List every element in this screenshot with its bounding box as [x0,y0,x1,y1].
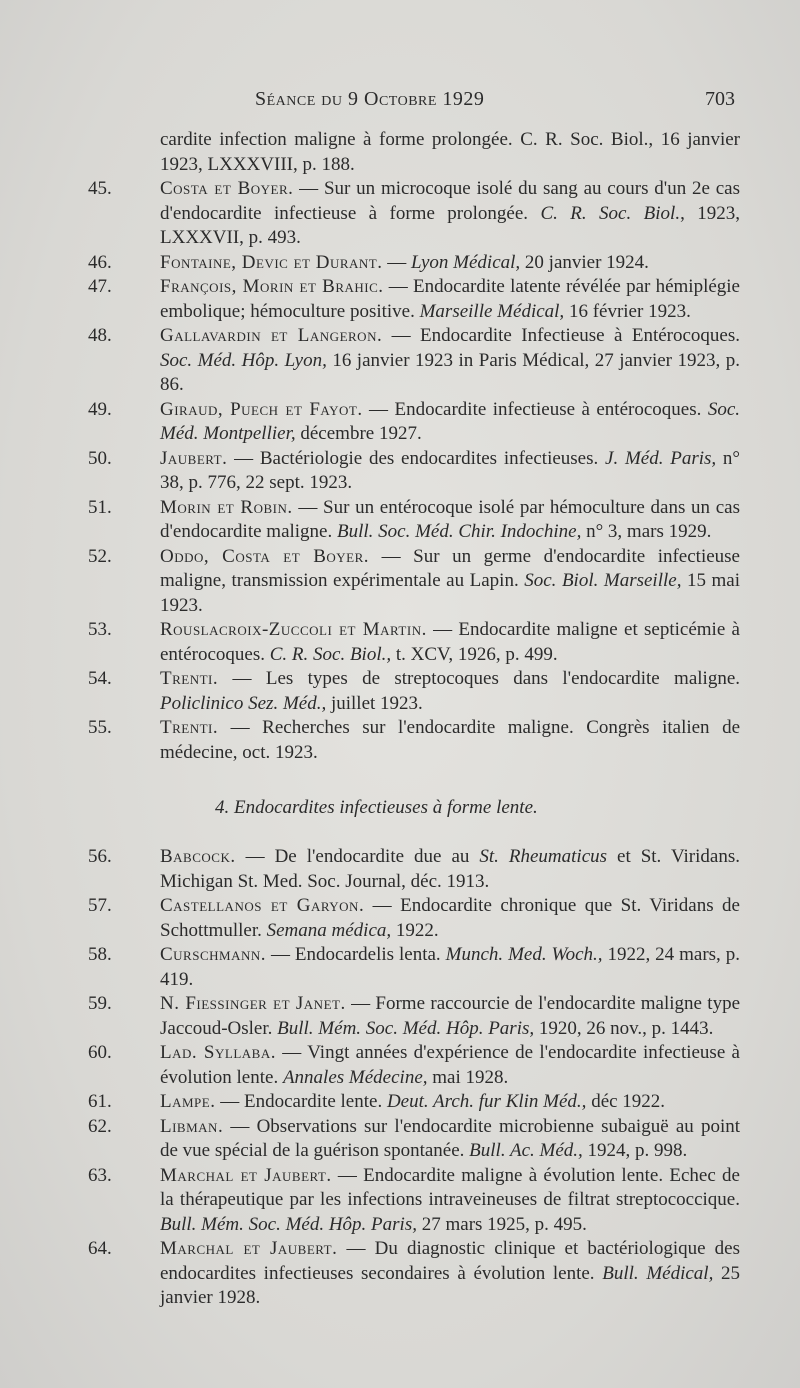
entry-authors: François, Morin et Brahic. [160,276,384,297]
entry-details: t. XCV, 1926, p. 499. [391,643,558,665]
continued-entry-text: cardite infection maligne à forme prolongée. C. R. Soc. Biol., 16 janvier 1923, LXXXVIII, p. 188. [160,129,740,175]
reference-entry [88,1090,740,1115]
entry-authors: Marchal et Jaubert. [160,1238,338,1259]
entry-authors: Jaubert. [160,447,228,469]
entry-number: 58. [88,944,112,965]
entry-title: — Endocardite latente révélée par hémiplégie embolique; hémoculture positive. [160,276,740,322]
entry-authors: Costa et Boyer. [160,178,294,199]
entry-authors: Curschmann. [160,944,266,965]
entry-details: n° 38, p. 776, 22 sept. 1923. [160,447,740,493]
entry-details: 1922, 24 mars, p. 419. [160,944,740,990]
entry-number: 45. [88,178,112,199]
entry-number: 48. [88,325,112,346]
entry-source: Annales Médecine, [282,1066,428,1088]
entry-number: 49. [88,398,112,420]
entry-number: 46. [88,251,112,273]
entry-source: Bull. Médical, [602,1262,714,1284]
entry-number: 55. [88,717,112,738]
entry-title: — Forme raccourcie de l'endocardite maligne type Jaccoud-Osler. [160,993,741,1039]
reference-entry [88,1041,740,1090]
entry-source: Lyon Médical, [410,251,521,273]
entry-number: 62. [88,1115,112,1137]
entry-details: 25 janvier 1928. [160,1262,740,1308]
entry-details: et St. Viridans. Michigan St. Med. Soc. Journal, déc. 1913. [160,846,740,892]
entry-details: 1922. [391,919,439,941]
entry-title: — Du diagnostic clinique et bactériologique des endocardites infectieuses secondaires à évolution lente. [160,1238,741,1284]
reference-entry [88,1237,741,1311]
entry-details: 27 mars 1925, p. 495. [416,1213,587,1235]
entry-number: 63. [88,1164,112,1186]
entry-number: 59. [88,993,112,1014]
entry-title: — Vingt années d'expérience de l'endocardite infectieuse à évolution lente. [160,1042,740,1088]
reference-entry [88,398,741,447]
entry-title: — De l'endocardite due au [235,846,480,867]
entry-authors: Lampe. [160,1091,216,1112]
reference-entry [88,496,740,545]
reference-entry [88,1115,740,1164]
reference-entry [88,943,740,992]
entry-source: Soc. Biol. Marseille, [524,570,682,591]
running-head: Séance du 9 Octobre 1929 [255,88,485,110]
entry-source: Deut. Arch. fur Klin Méd., [386,1091,587,1112]
entry-number: 53. [88,619,112,640]
entry-title: — Endocardite maligne et septicémie à entérocoques. [160,619,740,665]
entry-authors: Fontaine, Devic et Durant. [160,251,383,273]
entry-title: — Sur un entérocoque isolé par hémoculture dans un cas d'endocardite maligne. [160,496,740,542]
entry-source: Bull. Mém. Soc. Méd. Hôp. Paris, [277,1017,535,1039]
entry-details: déc 1922. [586,1091,666,1112]
entry-title: — Endocardite chronique que St. Viridans de Schottmuller. [160,895,740,941]
page-header [0,88,800,118]
entry-number: 60. [88,1042,112,1063]
reference-entry [88,251,740,276]
entry-authors: Gallavardin et Langeron. [160,325,383,346]
entry-authors: Giraud, Puech et Fayot. [160,398,363,420]
entry-number: 47. [88,276,112,297]
entry-source: Bull. Soc. Méd. Chir. Indochine, [337,521,582,542]
entry-details: , 1923, LXXXVII, p. 493. [160,202,740,248]
entry-number: 56. [88,846,112,867]
entry-title: — [382,251,411,273]
entry-details: décembre 1927. [295,423,422,444]
reference-entry [88,716,740,765]
section-heading: 4. Endocardites infectieuses à forme lente. [215,797,538,818]
entry-source: Semana médica, [266,919,392,941]
entry-authors: Marchal et Jaubert. [160,1164,332,1186]
entry-details: n° 3, mars 1929. [581,521,712,542]
entry-source: Munch. Med. Woch., [445,944,603,965]
entry-title: — Endocardite maligne à évolution lente. Echec de la thérapeutique par les infections intraveineuses de filtrat streptococcique. [160,1164,740,1210]
reference-entry [88,992,741,1041]
entry-title: — Observations sur l'endocardite microbienne subaiguë au point de vue spécial de la guérison spontanée. [160,1115,740,1161]
entry-title: — Endocardite Infectieuse à Entérocoques. [382,325,740,346]
entry-number: 50. [88,447,112,469]
reference-entry [88,894,740,943]
entry-number: 51. [88,496,112,518]
entry-authors: Lad. Syllaba. [160,1042,276,1063]
bibliography [0,128,800,1311]
entry-authors: Trenti. [160,717,219,738]
entry-authors: Castellanos et Garyon. [160,895,365,916]
entries-list-1 [0,177,800,765]
entry-details: 1920, 26 nov., p. 1443. [534,1017,714,1039]
entry-source: J. Méd. Paris, [605,447,717,469]
entry-authors: Oddo, Costa et Boyer. [160,545,370,567]
entry-source: Policlinico Sez. Méd., [160,692,327,714]
entry-title: — Les types de streptocoques dans l'endocardite maligne. [218,668,740,689]
entry-source: Soc. Méd. Montpellier, [160,398,741,444]
reference-entry [88,545,740,619]
entry-source: Bull. Ac. Méd., [469,1140,583,1161]
entry-authors: Babcock. [160,846,236,867]
entry-details: 16 février 1923. [564,300,691,322]
reference-entry [88,324,740,398]
entry-authors: Trenti. [160,668,219,689]
entry-number: 52. [88,545,112,567]
entry-details: 1924, p. 998. [582,1140,688,1161]
entry-number: 64. [88,1238,112,1259]
entry-source: St. Rheumaticus [479,846,608,867]
reference-entry [88,447,740,496]
entry-number: 54. [88,668,112,689]
entry-authors: Morin et Robin. [160,496,293,518]
reference-entry [88,177,740,251]
entry-details: 16 janvier 1923 in Paris Médical, 27 janvier 1923, p. 86. [160,349,740,395]
entry-source: C. R. Soc. Biol., [269,643,392,665]
entry-source: Marseille Médical, [419,300,565,322]
entry-title: — Endocardite lente. [215,1091,387,1112]
entry-source: Soc. Méd. Hôp. Lyon, [160,349,327,371]
entry-source: C. R. Soc. Biol. [540,202,681,224]
reference-entry [88,1164,740,1238]
entry-title: — Bactériologie des endocardites infectieuses. [227,447,606,469]
entry-title: — Sur un microcoque isolé du sang au cours d'un 2e cas d'endocardite infectieuse à forme prolongée. [160,178,740,224]
entry-details: juillet 1923. [326,692,423,714]
entry-details: mai 1928. [427,1066,509,1088]
entry-number: 57. [88,895,112,916]
entry-authors: N. Fiessinger et Janet. [160,993,346,1014]
entry-title: — Endocardite infectieuse à entérocoques. [362,398,708,420]
reference-entry [88,618,740,667]
entries-list-2 [0,845,800,1311]
entry-details: 15 mai 1923. [160,570,740,616]
entry-authors: Libman. [160,1115,224,1137]
page-number: 703 [705,88,735,110]
entry-number: 61. [88,1091,112,1112]
entry-authors: Rouslacroix-Zuccoli et Martin. [160,619,427,640]
reference-entry [88,667,740,716]
entry-title: — Endocardelis lenta. [266,944,446,965]
entry-title: — Recherches sur l'endocardite maligne. Congrès italien de médecine, oct. 1923. [160,717,740,763]
entry-title: — Sur un germe d'endocardite infectieuse maligne, transmission expérimentale au Lapin. [160,545,740,591]
entry-source: Bull. Mém. Soc. Méd. Hôp. Paris, [160,1213,417,1235]
entry-details: 20 janvier 1924. [520,251,649,273]
reference-entry [88,275,740,324]
reference-entry [88,845,740,894]
continued-entry [160,128,740,177]
